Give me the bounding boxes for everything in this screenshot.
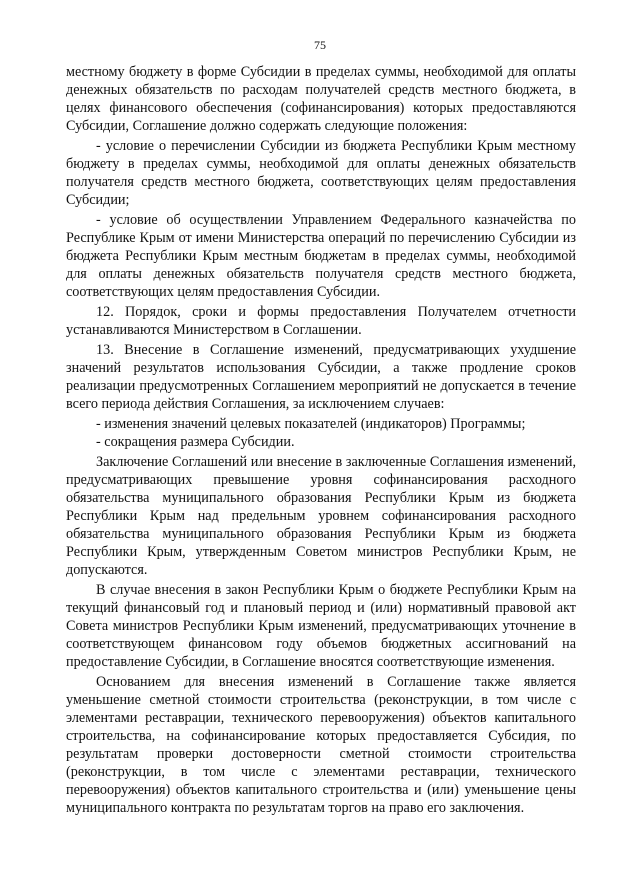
- page-number: 75: [314, 38, 326, 52]
- paragraph-exception-indicators: - изменения значений целевых показателей (индикаторов) Программы;: [96, 416, 526, 432]
- paragraph-exception-reduction: - сокращения размера Субсидии.: [96, 434, 295, 450]
- paragraph-item-13: 13. Внесение в Соглашение изменений, предусматривающих ухудшение значений результатов использования Субсидии, а также продление сроков реализации предусмотренных Соглашением мероприятий не допускается в течение всего периода действия Соглашения, за исключением случаев:: [66, 342, 576, 412]
- paragraph-item-12: 12. Порядок, сроки и формы предоставления Получателем отчетности устанавливаются Министерством в Соглашении.: [66, 304, 576, 338]
- body-text: [66, 63, 576, 819]
- paragraph-grounds-for-changes: Основанием для внесения изменений в Соглашение также является уменьшение сметной стоимости строительства (реконструкции, в том числе с элементами реставрации, технического перевооружения) объектов капитального строительства, на софинансирование которых предоставляется Субсидия, по результатам проверки достоверности сметной стоимости строительства (реконструкции, в том числе с элементами реставрации, технического перевооружения) объектов капитального строительства и (или) уменьшение цены муниципального контракта по результатам торгов на право его заключения.: [66, 674, 576, 816]
- paragraph-cofinancing-limit: Заключение Соглашений или внесение в заключенные Соглашения изменений, предусматривающих превышение уровня софинансирования расходного обязательства муниципального образования Республики Крым из бюджета Республики Крым над предельным уровнем софинансирования расходного обязательства муниципального образования Республики Крым из бюджета Республики Крым, утвержденным Советом министров Республики Крым, не допускаются.: [66, 454, 576, 578]
- paragraph-subsidy-agreement-intro: местному бюджету в форме Субсидии в пределах суммы, необходимой для оплаты денежных обязательств по расходам получателей средств местного бюджета, в целях финансового обеспечения (софинансирования) которых предоставляются Субсидии, Соглашение должно содержать следующие положения:: [66, 64, 576, 134]
- paragraph-condition-treasury: - условие об осуществлении Управлением Федерального казначейства по Республике Крым от имени Министерства операций по перечислению Субсидии из бюджета Республики Крым местным бюджетам в пределах суммы, необходимой для оплаты денежных обязательств получателя средств местного бюджета, соответствующих целям предоставления Субсидии.: [66, 212, 576, 300]
- paragraph-budget-law-changes: В случае внесения в закон Республики Крым о бюджете Республики Крым на текущий финансовый год и плановый период и (или) нормативный правовой акт Совета министров Республики Крым изменений, предусматривающих уточнение в соответствующем финансовом году объемов бюджетных ассигнований на предоставление Субсидии, в Соглашение вносятся соответствующие изменения.: [66, 582, 576, 670]
- paragraph-condition-transfer: - условие о перечислении Субсидии из бюджета Республики Крым местному бюджету в пределах суммы, необходимой для оплаты денежных обязательств получателя средств местного бюджета, соответствующих целям предоставления Субсидии;: [66, 138, 576, 208]
